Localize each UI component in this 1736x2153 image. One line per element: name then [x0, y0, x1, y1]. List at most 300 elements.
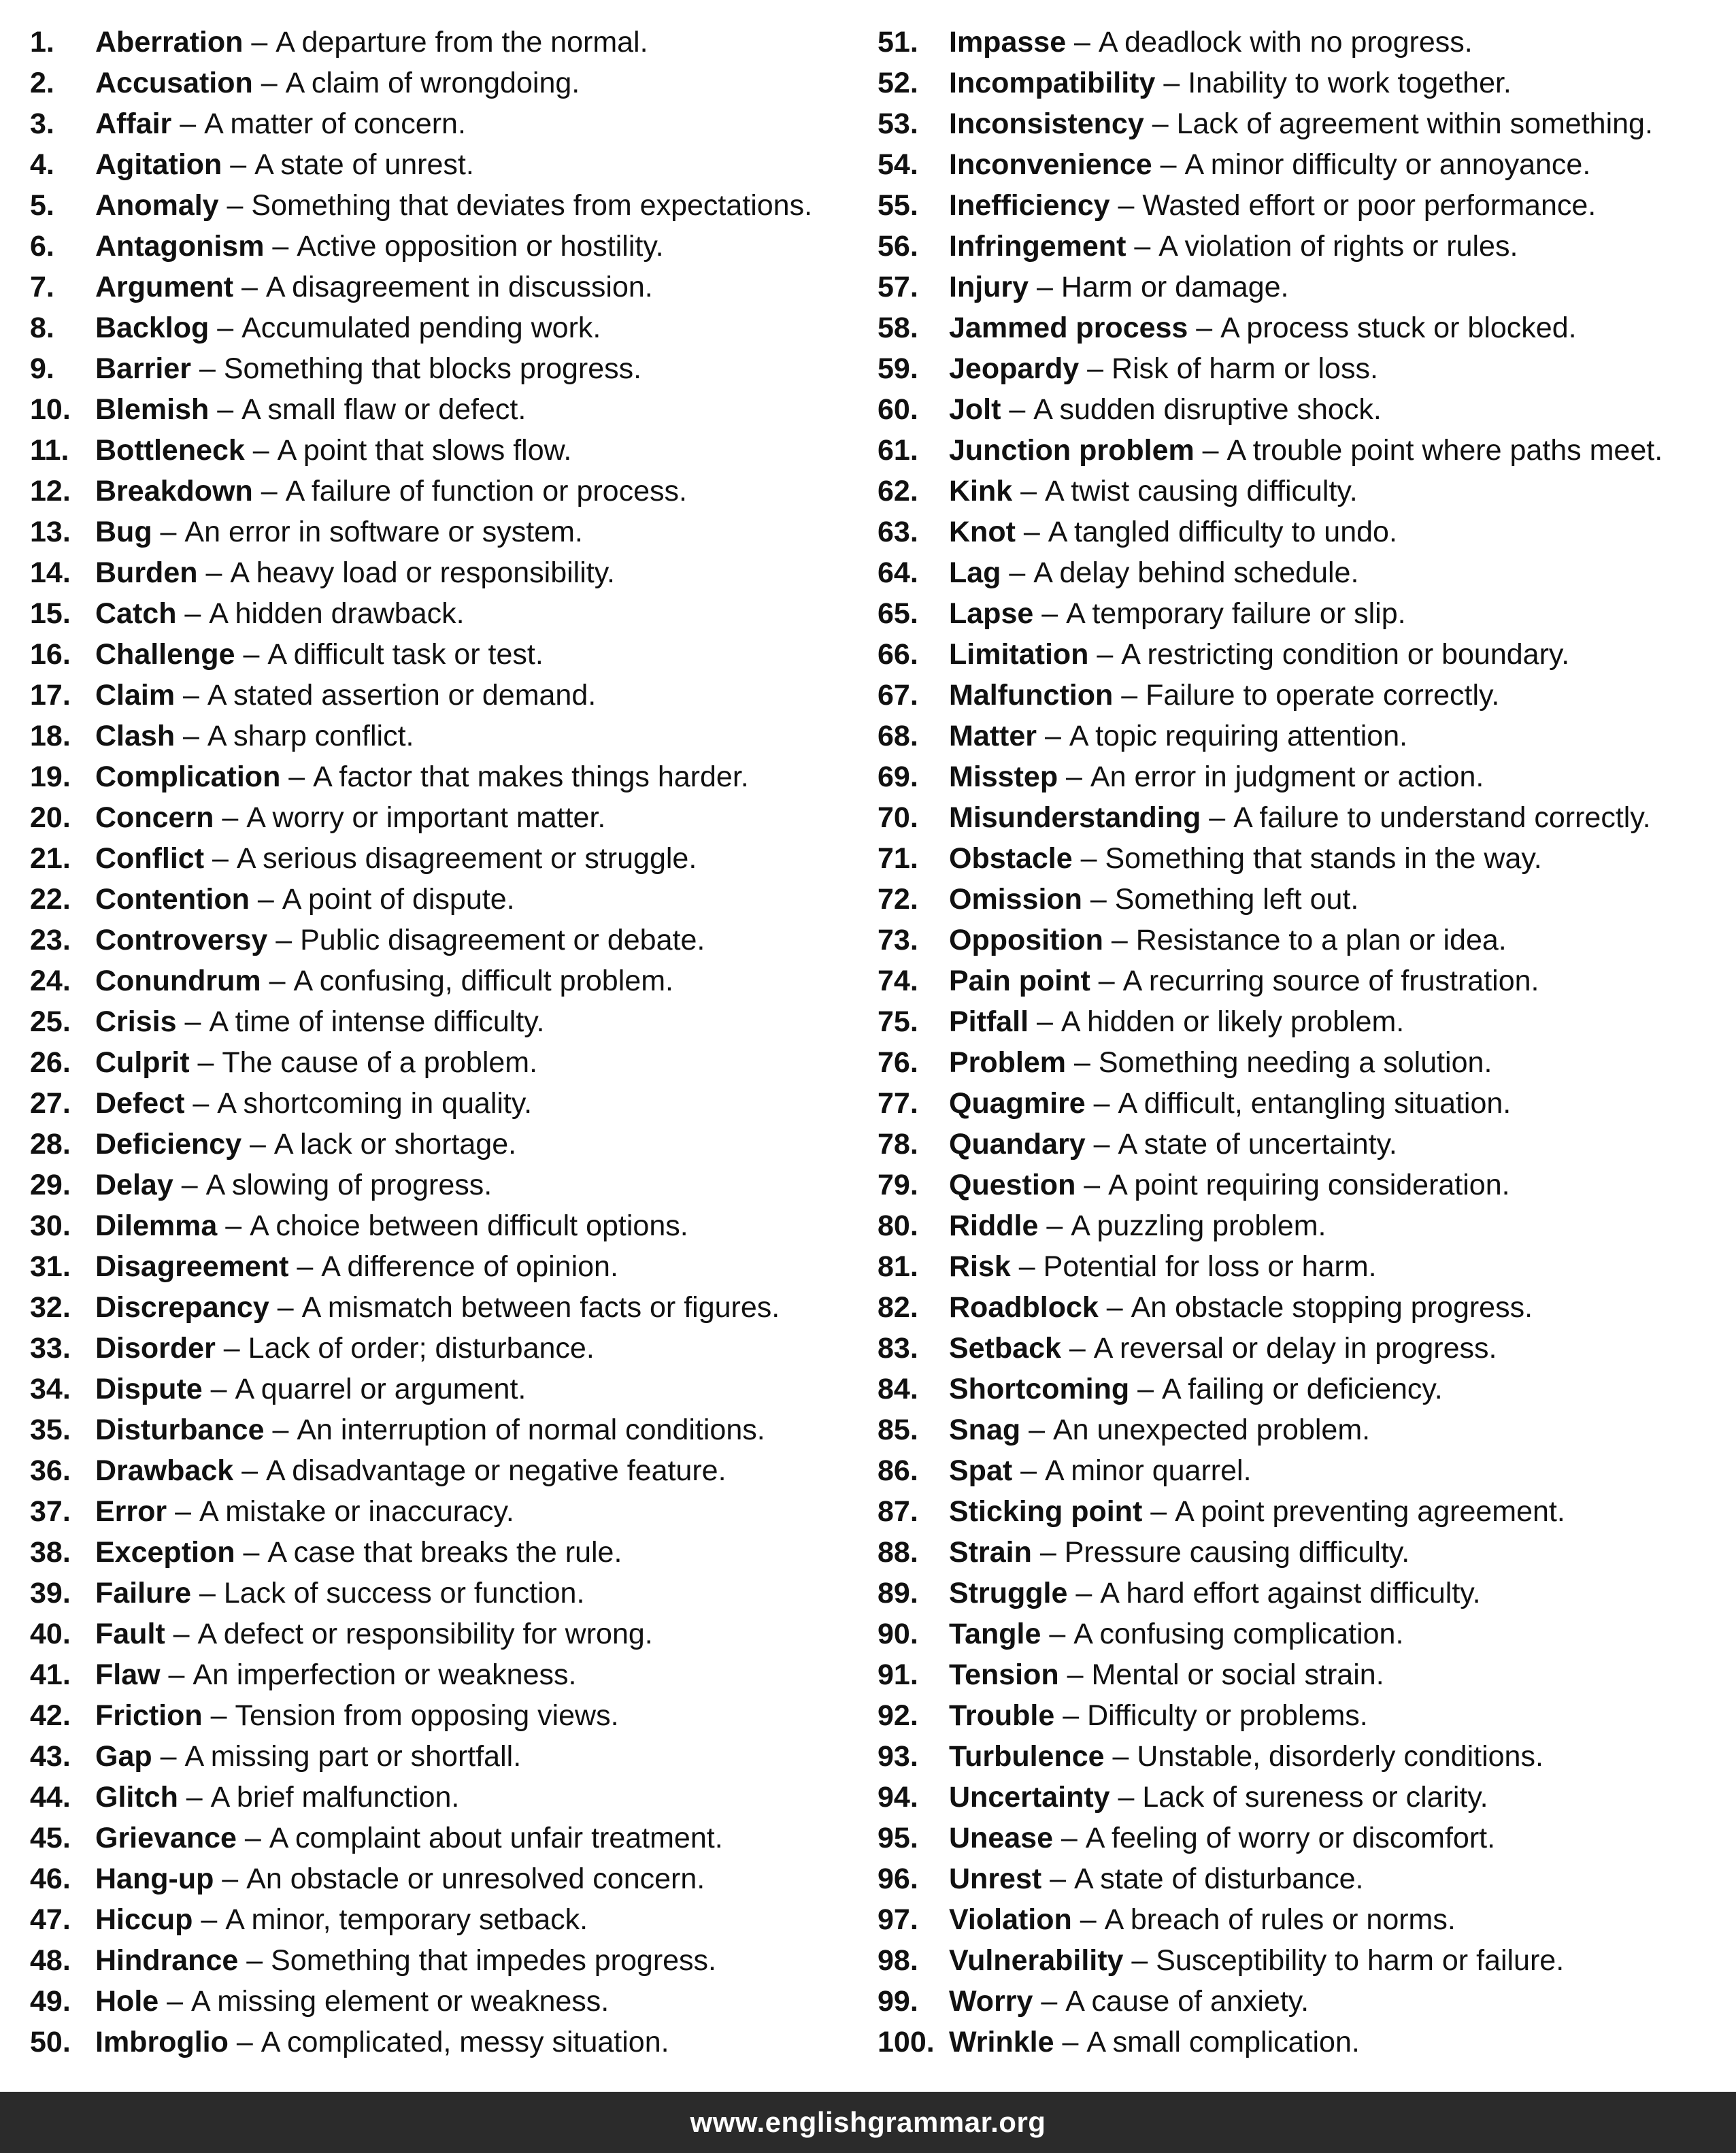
- list-item: [878, 307, 1728, 348]
- item-number: 22.: [30, 883, 71, 916]
- list-item: [30, 1491, 853, 1532]
- item-separator: –: [235, 1536, 268, 1569]
- list-item: [30, 1042, 853, 1083]
- item-separator: –: [1129, 1373, 1162, 1405]
- list-item: [878, 1777, 1728, 1818]
- item-term: Infringement: [949, 230, 1126, 263]
- item-definition: An interruption of normal conditions.: [297, 1414, 765, 1446]
- item-separator: –: [1201, 801, 1234, 834]
- item-number: 10.: [30, 393, 71, 426]
- item-term: Discrepancy: [95, 1291, 269, 1324]
- list-item: [30, 1573, 853, 1614]
- item-term: Fault: [95, 1618, 165, 1650]
- item-definition: A failing or deficiency.: [1161, 1373, 1443, 1405]
- item-definition: A sudden disruptive shock.: [1033, 393, 1382, 426]
- item-number: 23.: [30, 924, 71, 956]
- item-term: Malfunction: [949, 679, 1114, 712]
- item-term: Riddle: [949, 1209, 1039, 1242]
- item-definition: Difficulty or problems.: [1087, 1699, 1368, 1732]
- list-item: [878, 1654, 1728, 1695]
- item-separator: –: [178, 1781, 211, 1814]
- item-definition: A puzzling problem.: [1071, 1209, 1326, 1242]
- item-separator: –: [252, 67, 286, 99]
- item-term: Snag: [949, 1414, 1021, 1446]
- item-separator: –: [1001, 556, 1034, 589]
- item-number: 86.: [878, 1454, 918, 1487]
- item-term: Strain: [949, 1536, 1032, 1569]
- list-item: [878, 675, 1728, 716]
- list-item: [30, 1165, 853, 1205]
- item-separator: –: [1075, 1169, 1109, 1201]
- item-number: 72.: [878, 883, 918, 916]
- item-number: 4.: [30, 148, 54, 181]
- item-separator: –: [191, 352, 224, 385]
- item-definition: A cause of anxiety.: [1065, 1985, 1309, 2018]
- item-definition: A point preventing agreement.: [1175, 1495, 1565, 1528]
- list-item: [30, 1654, 853, 1695]
- item-definition: Lack of success or function.: [223, 1577, 585, 1609]
- list-item: [30, 389, 853, 430]
- list-item: [30, 1205, 853, 1246]
- item-separator: –: [1113, 679, 1146, 712]
- item-number: 90.: [878, 1618, 918, 1650]
- item-number: 36.: [30, 1454, 71, 1487]
- item-term: Pain point: [949, 965, 1090, 997]
- item-definition: A twist causing difficulty.: [1045, 475, 1358, 507]
- item-term: Setback: [949, 1332, 1061, 1365]
- list-item: [878, 1124, 1728, 1165]
- item-separator: –: [1109, 1781, 1143, 1814]
- item-number: 95.: [878, 1822, 918, 1854]
- list-item: [30, 512, 853, 552]
- item-definition: A minor difficulty or annoyance.: [1184, 148, 1591, 181]
- word-list-column-right: [878, 22, 1728, 2063]
- item-separator: –: [1041, 1863, 1075, 1895]
- item-number: 98.: [878, 1944, 918, 1977]
- list-item: [30, 797, 853, 838]
- item-definition: Lack of order; disturbance.: [248, 1332, 595, 1365]
- item-separator: –: [175, 720, 207, 752]
- item-separator: –: [1054, 1699, 1088, 1732]
- item-term: Dilemma: [95, 1209, 218, 1242]
- item-separator: –: [214, 801, 247, 834]
- item-separator: –: [1103, 924, 1136, 956]
- list-item: [878, 1858, 1728, 1899]
- item-separator: –: [1144, 107, 1177, 140]
- item-separator: –: [171, 107, 205, 140]
- item-term: Grievance: [95, 1822, 237, 1854]
- item-definition: A point requiring consideration.: [1108, 1169, 1510, 1201]
- list-item: [30, 879, 853, 920]
- item-definition: A small complication.: [1086, 2026, 1360, 2058]
- item-separator: –: [1109, 189, 1143, 222]
- item-definition: A hidden or likely problem.: [1061, 1005, 1405, 1038]
- item-term: Obstacle: [949, 842, 1073, 875]
- item-number: 81.: [878, 1250, 918, 1283]
- item-definition: Pressure causing difficulty.: [1064, 1536, 1410, 1569]
- item-number: 96.: [878, 1863, 918, 1895]
- item-number: 43.: [30, 1740, 71, 1773]
- item-number: 54.: [878, 148, 918, 181]
- item-number: 34.: [30, 1373, 71, 1405]
- item-term: Concern: [95, 801, 214, 834]
- item-separator: –: [152, 1740, 185, 1773]
- item-number: 32.: [30, 1291, 71, 1324]
- item-term: Quandary: [949, 1128, 1086, 1161]
- item-separator: –: [215, 1332, 248, 1365]
- item-separator: –: [1031, 1536, 1065, 1569]
- list-item: [878, 879, 1728, 920]
- item-separator: –: [167, 1495, 199, 1528]
- list-item: [30, 1981, 853, 2022]
- item-separator: –: [1037, 720, 1069, 752]
- item-number: 30.: [30, 1209, 71, 1242]
- list-item: [30, 1614, 853, 1654]
- item-definition: Resistance to a plan or idea.: [1135, 924, 1507, 956]
- item-separator: –: [1126, 230, 1159, 263]
- item-term: Misunderstanding: [949, 801, 1201, 834]
- item-term: Omission: [949, 883, 1082, 916]
- item-definition: A difficult task or test.: [267, 638, 544, 671]
- item-separator: –: [1071, 1903, 1105, 1936]
- item-separator: –: [184, 1087, 218, 1120]
- item-number: 83.: [878, 1332, 918, 1365]
- item-term: Hole: [95, 1985, 159, 2018]
- item-separator: –: [1038, 1209, 1071, 1242]
- item-term: Blemish: [95, 393, 210, 426]
- item-term: Problem: [949, 1046, 1067, 1079]
- list-item: [30, 1532, 853, 1573]
- item-separator: –: [176, 597, 210, 630]
- item-definition: A time of intense difficulty.: [209, 1005, 545, 1038]
- item-term: Drawback: [95, 1454, 234, 1487]
- list-item: [878, 1409, 1728, 1450]
- item-definition: Failure to operate correctly.: [1146, 679, 1500, 712]
- item-separator: –: [236, 1822, 269, 1854]
- item-separator: –: [209, 312, 242, 344]
- list-item: [878, 1899, 1728, 1940]
- item-term: Disagreement: [95, 1250, 289, 1283]
- item-term: Question: [949, 1169, 1076, 1201]
- item-separator: –: [1142, 1495, 1175, 1528]
- list-item: [30, 675, 853, 716]
- item-number: 17.: [30, 679, 71, 712]
- list-item: [878, 348, 1728, 389]
- item-term: Sticking point: [949, 1495, 1143, 1528]
- item-term: Controversy: [95, 924, 268, 956]
- item-number: 7.: [30, 271, 54, 303]
- item-definition: A serious disagreement or struggle.: [236, 842, 697, 875]
- item-term: Inefficiency: [949, 189, 1110, 222]
- item-separator: –: [191, 1577, 224, 1609]
- item-definition: A trouble point where paths meet.: [1226, 434, 1663, 467]
- list-item: [878, 1042, 1728, 1083]
- item-term: Violation: [949, 1903, 1072, 1936]
- list-item: [878, 389, 1728, 430]
- item-number: 66.: [878, 638, 918, 671]
- item-term: Flaw: [95, 1658, 161, 1691]
- item-separator: –: [202, 1699, 235, 1732]
- item-term: Antagonism: [95, 230, 265, 263]
- list-item: [30, 430, 853, 471]
- item-term: Injury: [949, 271, 1029, 303]
- footer-bar: [0, 2092, 1736, 2153]
- item-separator: –: [209, 393, 242, 426]
- item-term: Disorder: [95, 1332, 216, 1365]
- item-definition: A disadvantage or negative feature.: [265, 1454, 727, 1487]
- list-item: [30, 1899, 853, 1940]
- item-term: Hang-up: [95, 1863, 214, 1895]
- item-number: 24.: [30, 965, 71, 997]
- item-term: Conflict: [95, 842, 205, 875]
- list-item: [30, 838, 853, 879]
- item-definition: An error in software or system.: [184, 516, 583, 548]
- item-term: Jolt: [949, 393, 1001, 426]
- item-separator: –: [1058, 761, 1090, 793]
- item-number: 67.: [878, 679, 918, 712]
- item-number: 88.: [878, 1536, 918, 1569]
- list-item: [878, 920, 1728, 961]
- item-separator: –: [1104, 1740, 1137, 1773]
- item-term: Glitch: [95, 1781, 178, 1814]
- item-definition: Harm or damage.: [1061, 271, 1289, 303]
- item-definition: A point of dispute.: [282, 883, 515, 916]
- list-item: [30, 1246, 853, 1287]
- item-number: 2.: [30, 67, 54, 99]
- item-number: 46.: [30, 1863, 71, 1895]
- item-term: Clash: [95, 720, 176, 752]
- item-separator: –: [1066, 26, 1099, 59]
- item-number: 76.: [878, 1046, 918, 1079]
- item-term: Claim: [95, 679, 176, 712]
- item-definition: A disagreement in discussion.: [265, 271, 653, 303]
- item-term: Aberration: [95, 26, 244, 59]
- item-separator: –: [1061, 1332, 1094, 1365]
- list-item: [878, 838, 1728, 879]
- item-term: Limitation: [949, 638, 1089, 671]
- item-number: 100.: [878, 2026, 935, 2058]
- item-definition: A point that slows flow.: [277, 434, 572, 467]
- item-number: 8.: [30, 312, 54, 344]
- item-number: 37.: [30, 1495, 71, 1528]
- list-item: [878, 267, 1728, 307]
- item-number: 75.: [878, 1005, 918, 1038]
- item-number: 87.: [878, 1495, 918, 1528]
- item-definition: A hidden drawback.: [209, 597, 465, 630]
- item-definition: Wasted effort or poor performance.: [1142, 189, 1597, 222]
- item-definition: Tension from opposing views.: [235, 1699, 619, 1732]
- footer-url[interactable]: www.englishgrammar.org: [690, 2106, 1046, 2138]
- list-item: [878, 1369, 1728, 1409]
- list-item: [878, 2022, 1728, 2063]
- item-separator: –: [1085, 1087, 1118, 1120]
- list-item: [30, 1328, 853, 1369]
- item-separator: –: [243, 26, 276, 59]
- item-separator: –: [1020, 1414, 1053, 1446]
- item-number: 65.: [878, 597, 918, 630]
- item-separator: –: [1029, 271, 1061, 303]
- item-term: Contention: [95, 883, 250, 916]
- item-term: Conundrum: [95, 965, 261, 997]
- item-separator: –: [1079, 352, 1112, 385]
- item-separator: –: [1067, 1577, 1101, 1609]
- item-definition: A failure of function or process.: [285, 475, 687, 507]
- item-number: 84.: [878, 1373, 918, 1405]
- item-definition: A tangled difficulty to undo.: [1048, 516, 1397, 548]
- item-number: 48.: [30, 1944, 71, 1977]
- item-definition: A heavy load or responsibility.: [230, 556, 615, 589]
- list-item: [878, 1165, 1728, 1205]
- list-item: [30, 1858, 853, 1899]
- word-list-column-left: [30, 22, 853, 2063]
- item-definition: A minor quarrel.: [1045, 1454, 1252, 1487]
- item-separator: –: [176, 1005, 210, 1038]
- item-definition: A choice between difficult options.: [250, 1209, 688, 1242]
- item-separator: –: [1054, 2026, 1087, 2058]
- list-item: [878, 512, 1728, 552]
- item-separator: –: [1098, 1291, 1131, 1324]
- item-term: Lapse: [949, 597, 1034, 630]
- item-definition: A small flaw or defect.: [241, 393, 527, 426]
- list-item: [878, 1532, 1728, 1573]
- item-separator: –: [1058, 1658, 1092, 1691]
- item-separator: –: [1041, 1618, 1074, 1650]
- item-number: 61.: [878, 434, 918, 467]
- item-term: Error: [95, 1495, 167, 1528]
- list-item: [30, 103, 853, 144]
- item-number: 44.: [30, 1781, 71, 1814]
- item-number: 5.: [30, 189, 54, 222]
- item-separator: –: [1188, 312, 1221, 344]
- item-separator: –: [1015, 516, 1048, 548]
- item-number: 85.: [878, 1414, 918, 1446]
- item-number: 55.: [878, 189, 918, 222]
- list-item: [878, 430, 1728, 471]
- item-term: Roadblock: [949, 1291, 1099, 1324]
- item-term: Vulnerability: [949, 1944, 1124, 1977]
- item-term: Catch: [95, 597, 177, 630]
- list-item: [878, 1736, 1728, 1777]
- item-separator: –: [1152, 148, 1185, 181]
- item-definition: Lack of agreement within something.: [1176, 107, 1653, 140]
- item-definition: Something that deviates from expectations.: [251, 189, 813, 222]
- item-number: 1.: [30, 26, 54, 59]
- item-separator: –: [1029, 1005, 1061, 1038]
- item-number: 11.: [30, 434, 69, 467]
- item-separator: –: [1033, 1985, 1066, 2018]
- item-separator: –: [1072, 842, 1105, 875]
- item-separator: –: [204, 842, 237, 875]
- item-term: Accusation: [95, 67, 253, 99]
- item-separator: –: [202, 1373, 235, 1405]
- item-number: 52.: [878, 67, 918, 99]
- item-separator: –: [1033, 597, 1067, 630]
- item-term: Dispute: [95, 1373, 203, 1405]
- item-number: 31.: [30, 1250, 71, 1283]
- item-term: Barrier: [95, 352, 192, 385]
- list-item: [30, 1777, 853, 1818]
- item-definition: Something that impedes progress.: [271, 1944, 717, 1977]
- item-term: Tangle: [949, 1618, 1041, 1650]
- item-definition: A state of uncertainty.: [1118, 1128, 1397, 1161]
- item-definition: A matter of concern.: [204, 107, 466, 140]
- item-term: Deficiency: [95, 1128, 242, 1161]
- item-definition: A confusing complication.: [1073, 1618, 1404, 1650]
- item-separator: –: [1001, 393, 1034, 426]
- list-item: [30, 920, 853, 961]
- item-separator: –: [269, 1291, 302, 1324]
- item-separator: –: [228, 2026, 261, 2058]
- item-number: 39.: [30, 1577, 71, 1609]
- item-separator: –: [173, 1169, 206, 1201]
- list-item: [30, 1940, 853, 1981]
- item-number: 57.: [878, 271, 918, 303]
- item-term: Tension: [949, 1658, 1059, 1691]
- list-item: [878, 1940, 1728, 1981]
- list-item: [30, 471, 853, 512]
- item-definition: A difference of opinion.: [321, 1250, 618, 1283]
- item-definition: Inability to work together.: [1188, 67, 1512, 99]
- item-number: 12.: [30, 475, 71, 507]
- item-definition: Accumulated pending work.: [241, 312, 601, 344]
- list-item: [30, 185, 853, 226]
- item-separator: –: [235, 638, 268, 671]
- item-definition: The cause of a problem.: [222, 1046, 538, 1079]
- item-term: Junction problem: [949, 434, 1195, 467]
- item-term: Quagmire: [949, 1087, 1086, 1120]
- item-number: 28.: [30, 1128, 71, 1161]
- item-separator: –: [175, 679, 207, 712]
- list-item: [878, 634, 1728, 675]
- item-term: Unrest: [949, 1863, 1042, 1895]
- item-definition: A shortcoming in quality.: [217, 1087, 533, 1120]
- item-term: Wrinkle: [949, 2026, 1054, 2058]
- item-separator: –: [288, 1250, 322, 1283]
- item-term: Defect: [95, 1087, 185, 1120]
- item-term: Knot: [949, 516, 1016, 548]
- item-number: 70.: [878, 801, 918, 834]
- list-item: [30, 1287, 853, 1328]
- item-definition: A state of disturbance.: [1074, 1863, 1364, 1895]
- item-term: Jeopardy: [949, 352, 1080, 385]
- list-item: [878, 1695, 1728, 1736]
- list-item: [878, 552, 1728, 593]
- item-definition: A missing element or weakness.: [191, 1985, 610, 2018]
- item-separator: –: [244, 434, 278, 467]
- item-separator: –: [217, 1209, 250, 1242]
- item-definition: A complicated, messy situation.: [261, 2026, 669, 2058]
- list-item: [878, 185, 1728, 226]
- item-term: Lag: [949, 556, 1001, 589]
- item-definition: A deadlock with no progress.: [1098, 26, 1473, 59]
- item-term: Hiccup: [95, 1903, 193, 1936]
- item-definition: Something that blocks progress.: [223, 352, 642, 385]
- item-number: 62.: [878, 475, 918, 507]
- item-number: 63.: [878, 516, 918, 548]
- item-number: 21.: [30, 842, 71, 875]
- item-number: 49.: [30, 1985, 71, 2018]
- item-term: Matter: [949, 720, 1037, 752]
- item-separator: –: [1194, 434, 1227, 467]
- list-item: [30, 144, 853, 185]
- item-number: 16.: [30, 638, 71, 671]
- list-item: [878, 22, 1728, 63]
- item-definition: An obstacle stopping progress.: [1131, 1291, 1533, 1324]
- item-separator: –: [1012, 1454, 1045, 1487]
- item-definition: Mental or social strain.: [1091, 1658, 1384, 1691]
- item-definition: Potential for loss or harm.: [1043, 1250, 1377, 1283]
- item-definition: A stated assertion or demand.: [207, 679, 597, 712]
